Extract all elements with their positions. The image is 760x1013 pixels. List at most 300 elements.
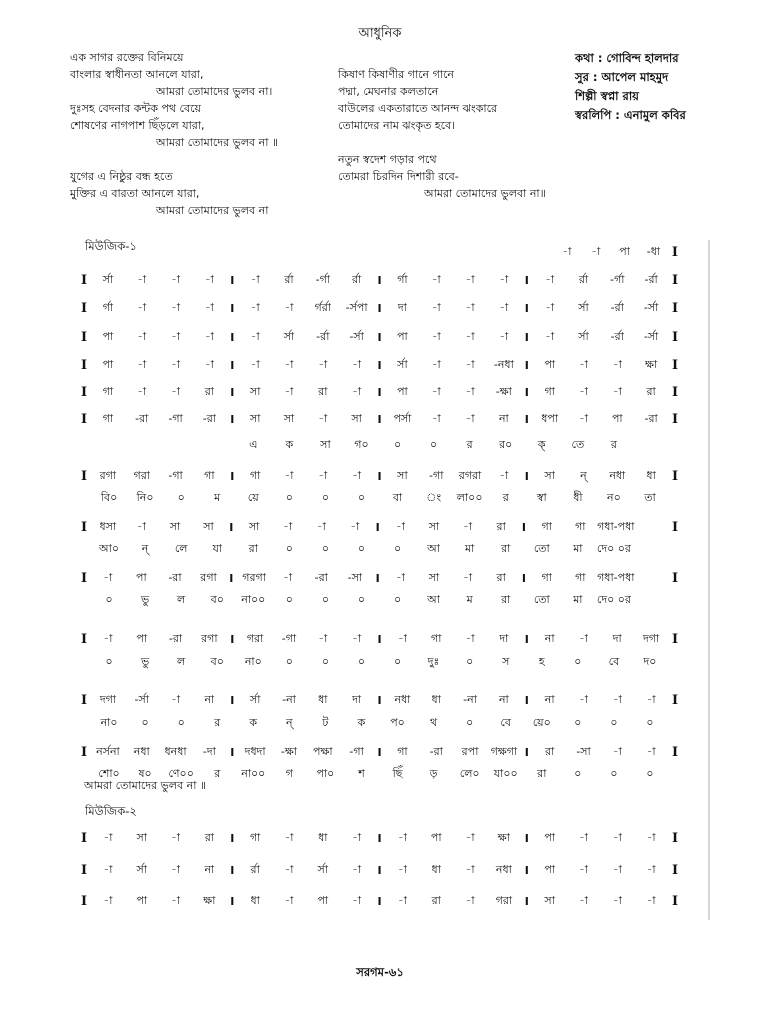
lyric-syllable: সা [320, 438, 331, 451]
lyric-syllable: ট [322, 716, 329, 729]
note-cell: সা [544, 468, 555, 482]
note-cell: -া [318, 468, 328, 482]
note-cell: -া [431, 384, 441, 398]
beat-divider: I [375, 520, 380, 534]
lyric-syllable: ব০ [210, 655, 224, 668]
right-bar-marker: I [671, 300, 679, 316]
note-cell: -া [316, 519, 326, 533]
note-cell: -া [204, 357, 214, 371]
note-cell: -র্রা [644, 272, 658, 286]
note-cell: -গা [349, 744, 364, 758]
lyric-syllable: ক [357, 716, 366, 729]
note-cell: -া [499, 468, 509, 482]
note-cell: নর্সনা [96, 744, 120, 758]
lyric-syllable: ক্ [537, 438, 546, 451]
lyrics-column-1 [70, 49, 278, 219]
lyric-syllable-row [77, 542, 682, 557]
note-cell: ধনধা [164, 744, 187, 758]
note-cell: -া [431, 300, 441, 314]
lyric-line: তোমরা চিরদিন দিশারী রবে- [338, 170, 459, 183]
note-cell: র্গর্রা [314, 300, 331, 314]
lyric-syllable: ন্ [141, 542, 149, 555]
lyric-syllable: ল [177, 593, 186, 606]
note-cell: গা [431, 631, 442, 645]
notation-row [77, 329, 682, 345]
note-cell: -নধা [493, 357, 514, 371]
lyric-syllable: ন০ [607, 491, 621, 504]
lyric-syllable: ০ [357, 491, 366, 504]
note-cell: ধা [646, 468, 656, 482]
lyric-syllable: শো০ [98, 767, 120, 780]
note-cell: পা [619, 244, 630, 258]
note-cell: পা [430, 830, 442, 844]
beat-divider: I [375, 571, 380, 585]
note-cell: না [498, 411, 509, 425]
note-cell: গা [575, 570, 586, 584]
note-cell: না [544, 631, 555, 645]
lyric-syllable: ব০ [210, 593, 224, 606]
note-cell: -র্গা [610, 272, 625, 286]
note-cell: ধা [431, 692, 441, 706]
lyric-syllable: না০০ [241, 593, 266, 606]
lyric-syllable: মা [573, 542, 583, 555]
lyric-syllable: নি০ [136, 491, 154, 504]
lyric-syllable: ছিঁ [392, 767, 403, 780]
note-cell: রগরা [458, 468, 482, 482]
note-cell: গরা [133, 468, 150, 482]
beat-divider: I [230, 358, 235, 372]
note-cell: -সা [576, 744, 591, 758]
note-cell: -া [545, 272, 555, 286]
lyric-syllable: স [502, 655, 510, 668]
note-cell: -া [545, 329, 555, 343]
lyric-syllable: ০ [393, 593, 402, 606]
lyric-syllable: য়ে [247, 491, 259, 504]
note-cell: -া [204, 300, 214, 314]
left-bar-marker: I [80, 631, 88, 647]
right-bar-marker: I [671, 468, 679, 484]
note-cell: -র্রা [610, 329, 624, 343]
note-cell: রপা [461, 744, 479, 758]
note-cell: -া [397, 830, 407, 844]
lyric-syllable: ন্ [286, 716, 293, 729]
note-cell: -া [103, 862, 113, 876]
beat-divider: I [377, 745, 382, 759]
note-cell: গা [541, 519, 552, 533]
lyric-syllable: রা [537, 767, 547, 780]
note-cell: -া [250, 329, 260, 343]
note-cell: -া [171, 329, 181, 343]
notation-row [77, 692, 682, 708]
lyric-line: আমরা তোমাদের ভুলব না। [156, 85, 273, 98]
note-cell: -া [499, 300, 509, 314]
note-cell: -া [171, 862, 181, 876]
note-cell: পর্সা [393, 411, 412, 425]
note-cell: -া [397, 893, 407, 907]
note-cell: -া [499, 272, 509, 286]
note-cell: রগা [99, 468, 117, 482]
note-cell: -া [350, 519, 360, 533]
note-cell: -া [137, 300, 147, 314]
note-cell: -া [318, 631, 328, 645]
lyric-line: পদ্মা, মেঘনার কলতানে [338, 85, 439, 98]
beat-divider: I [524, 358, 529, 372]
note-cell: -া [250, 300, 260, 314]
note-cell: -না [463, 692, 477, 706]
note-cell: -া [591, 244, 601, 258]
beat-divider: I [377, 385, 382, 399]
left-bar-marker: I [80, 300, 88, 316]
note-cell: -া [318, 357, 328, 371]
beat-divider: I [524, 301, 529, 315]
note-cell: -া [397, 862, 407, 876]
note-cell: -া [465, 357, 475, 371]
note-cell: র্গা [397, 272, 408, 286]
note-cell: -া [612, 744, 622, 758]
lyric-syllable: যা [212, 542, 222, 555]
note-cell: দা [499, 631, 509, 645]
note-cell: -া [612, 384, 622, 398]
lyric-syllable: ড় [429, 767, 438, 780]
note-cell: পা [136, 893, 148, 907]
page-title: আধুনিক [358, 26, 402, 41]
note-cell: পা [136, 570, 147, 584]
note-cell: -া [499, 329, 509, 343]
note-cell: র্রা [250, 862, 260, 876]
note-cell: রা [204, 384, 214, 398]
note-cell: র্রা [351, 272, 362, 286]
section-label-music-2: মিউজিক-২ [85, 804, 137, 818]
note-cell: -র্রা [610, 300, 624, 314]
lyric-syllable: তো [533, 542, 550, 555]
lyric-syllable: স্বা [536, 491, 547, 504]
lyric-syllable: র [610, 438, 617, 451]
beat-divider: I [230, 894, 235, 908]
note-cell: -া [352, 357, 362, 371]
note-cell: -া [284, 468, 294, 482]
note-cell: -া [284, 357, 294, 371]
lyric-syllable: ০ [574, 716, 582, 729]
lyric-line: যুগের এ নিষ্ঠুর বন্ধ হতে [70, 170, 173, 183]
beat-divider: I [230, 693, 235, 707]
note-cell: সা [203, 519, 214, 533]
beat-divider: I [230, 745, 235, 759]
right-bar-marker: I [671, 357, 679, 373]
lyric-syllable-row [77, 716, 682, 731]
note-cell: ধা [318, 692, 328, 706]
beat-divider: I [230, 385, 235, 399]
note-cell: -দা [202, 744, 216, 758]
lyric-syllable: ০ [357, 593, 366, 606]
lyric-syllable: আ [427, 593, 441, 606]
notation-row [77, 384, 682, 400]
note-cell: সা [169, 519, 181, 533]
note-cell: সা [249, 411, 261, 425]
note-cell: দা [352, 692, 362, 706]
lyric-syllable: রা [248, 542, 258, 555]
beat-divider: I [377, 894, 382, 908]
notation-row [77, 357, 682, 373]
lyric-syllable: বি০ [100, 491, 118, 504]
note-cell: গা [249, 830, 261, 844]
notation-row [77, 744, 682, 760]
note-cell: সা [249, 384, 261, 398]
note-cell: -ধা [646, 244, 661, 258]
notation-row [77, 300, 682, 316]
lyric-syllable: আ০ [99, 542, 120, 555]
note-cell: -া [352, 893, 362, 907]
note-cell: -সা [347, 570, 363, 584]
note-cell: গা [541, 570, 552, 584]
note-cell: পা [397, 329, 408, 343]
note-cell: -া [465, 384, 475, 398]
beat-divider: I [521, 571, 526, 585]
right-bar-marker: I [671, 631, 679, 647]
notation-row [77, 272, 682, 288]
beat-divider: I [230, 412, 235, 426]
lyric-syllable: হ [538, 655, 545, 668]
lyric-syllable: রা [501, 593, 511, 606]
lyric-syllable: ০ [285, 491, 293, 504]
note-cell: গা [249, 468, 261, 482]
lyric-line: তোমাদের নাম ঝংকৃত হবে। [338, 119, 456, 132]
lyric-line: এক সাগর রক্তের বিনিময়ে [70, 51, 184, 64]
left-bar-marker: I [80, 862, 88, 878]
note-cell: -া [137, 384, 147, 398]
note-cell: পা [102, 329, 114, 343]
lyric-syllable: গ০ [354, 438, 369, 451]
note-cell: র্সা [397, 357, 408, 371]
note-cell: -র্গা [315, 272, 330, 286]
note-cell: গা [102, 411, 114, 425]
lyric-syllable: ল [177, 655, 186, 668]
note-cell: -গা [168, 411, 183, 425]
beat-divider: I [524, 385, 529, 399]
lyric-syllable: লে [174, 542, 188, 555]
note-cell: র্সা [317, 862, 329, 876]
note-cell: -র্সপা [345, 300, 368, 314]
beat-divider: I [377, 273, 382, 287]
note-cell: -া [395, 519, 405, 533]
lyric-syllable: ০ [321, 491, 329, 504]
note-cell: -া [562, 244, 572, 258]
lyric-syllable: ০ [610, 767, 618, 780]
note-cell: -া [136, 519, 146, 533]
lyric-syllable: যা০০ [493, 767, 518, 780]
note-cell: রগা [200, 570, 217, 584]
page-edge-shadow [708, 240, 710, 920]
note-cell: দা [397, 300, 407, 314]
note-cell: র্সা [578, 329, 589, 343]
note-cell: -া [171, 384, 181, 398]
lyric-syllable: য়ে০ [532, 716, 551, 729]
beat-divider: I [229, 520, 234, 534]
note-cell: -া [646, 692, 656, 706]
lyric-syllable: ০ [393, 542, 402, 555]
note-cell: পা [317, 893, 329, 907]
note-cell: -া [137, 272, 147, 286]
note-cell: না [544, 692, 555, 706]
lyric-syllable: রা [501, 542, 511, 555]
note-cell: -া [545, 300, 555, 314]
lyric-syllable: র [214, 767, 221, 780]
lyric-syllable: ভু [140, 593, 150, 606]
note-cell: -া [463, 519, 473, 533]
note-cell: রগা [201, 631, 218, 645]
note-cell: -া [137, 329, 147, 343]
note-cell: -া [465, 329, 475, 343]
note-cell: রা [431, 893, 441, 907]
lyric-line: মুক্তির এ বারতা আনলে যারা, [70, 187, 200, 200]
note-cell: -া [171, 830, 181, 844]
beat-divider: I [230, 469, 235, 483]
left-bar-marker: I [80, 384, 88, 400]
lyric-syllable: ০ [646, 767, 654, 780]
lyric-syllable: ০ [321, 655, 329, 668]
note-cell: -া [352, 830, 362, 844]
note-cell: রা [545, 744, 555, 758]
right-bar-marker: I [671, 411, 679, 427]
note-cell: ক্ষা [203, 893, 216, 907]
beat-divider: I [230, 831, 235, 845]
lyric-syllable: ণে০০ [168, 767, 194, 780]
note-cell: পা [136, 631, 148, 645]
lyric-syllable: গ [285, 767, 293, 780]
beat-divider: I [229, 571, 234, 585]
note-cell: -া [284, 300, 294, 314]
lyric-line: আমরা তোমাদের ভুলবা না॥ [424, 187, 546, 200]
beat-divider: I [377, 693, 382, 707]
note-cell: -রা [168, 570, 182, 584]
credit-lyricist: কথা : গোবিন্দ হালদার [575, 51, 679, 65]
lyric-syllable: ০ [466, 716, 474, 729]
note-cell: -া [352, 384, 362, 398]
note-cell: -া [171, 692, 181, 706]
right-bar-marker: I [671, 244, 678, 260]
note-cell: -র্রা [316, 329, 330, 343]
right-bar-marker: I [671, 692, 679, 708]
notation-row [77, 893, 682, 909]
lyric-line: নতুন স্বদেশ গড়ার পথে [338, 153, 437, 166]
note-cell: ধা [250, 893, 260, 907]
note-cell: -া [578, 692, 588, 706]
lyric-syllable: ০ [393, 438, 402, 451]
note-cell: -া [250, 357, 260, 371]
beat-divider: I [230, 863, 235, 877]
note-cell: -া [431, 272, 441, 286]
right-bar-marker: I [671, 830, 679, 846]
lyric-syllable: বা [392, 491, 403, 504]
note-cell: -া [171, 272, 181, 286]
lyric-line: কিষাণ কিষাণীর গানে গানে [338, 68, 454, 81]
lyric-syllable: তো [533, 593, 550, 606]
lyric-syllable: ০ [610, 716, 618, 729]
note-cell: গা [544, 384, 555, 398]
lyric-syllable: তা [644, 491, 656, 504]
note-cell: -া [612, 692, 622, 706]
note-cell: -া [465, 830, 475, 844]
beat-divider: I [377, 412, 382, 426]
note-cell: র্সা [283, 329, 295, 343]
note-cell: -া [612, 357, 622, 371]
note-cell: -া [465, 631, 475, 645]
note-cell: -া [465, 411, 475, 425]
lyric-syllable: ০ [321, 593, 329, 606]
note-cell: সা [283, 411, 295, 425]
lyric-syllable: ষ০ [138, 767, 152, 780]
credit-notation: স্বরলিপি : এনামুল কবির [575, 108, 686, 122]
lyric-syllable: থ [430, 716, 438, 729]
note-cell: নধা [495, 862, 512, 876]
note-cell: -া [465, 300, 475, 314]
note-cell: -গা [168, 468, 183, 482]
lyric-syllable: না০০ [241, 767, 266, 780]
left-bar-marker: I [80, 744, 88, 760]
right-bar-marker: I [671, 893, 679, 909]
lyric-syllable: ০ [574, 655, 582, 668]
note-cell: সা [428, 570, 440, 584]
lyric-syllable: ম [466, 593, 473, 606]
note-cell: -া [204, 272, 214, 286]
note-cell: না [498, 692, 509, 706]
note-cell: রা [646, 384, 656, 398]
note-cell: ক্ষা [497, 830, 510, 844]
notation-row [77, 411, 682, 427]
refrain-line: আমরা তোমাদের ভুলব না ॥ [84, 779, 207, 792]
note-cell: -া [431, 411, 441, 425]
note-cell: -রা [202, 411, 216, 425]
note-cell: পা [544, 830, 555, 844]
lyric-syllable: ০ [357, 655, 366, 668]
note-cell: -া [463, 570, 473, 584]
note-cell: পা [397, 384, 408, 398]
beat-divider: I [377, 301, 382, 315]
beat-divider: I [377, 863, 382, 877]
note-cell: -া [103, 631, 113, 645]
note-cell: পা [544, 862, 555, 876]
note-cell: -া [397, 631, 407, 645]
beat-divider: I [230, 273, 235, 287]
note-cell: পক্ষা [312, 744, 333, 758]
lyric-syllable: ০ [177, 491, 185, 504]
note-cell: -রা [135, 411, 149, 425]
lyric-syllable: ং [426, 491, 442, 504]
note-cell: গা [397, 744, 408, 758]
note-cell: -া [284, 862, 294, 876]
lyric-syllable: র [466, 438, 473, 451]
note-cell: -া [578, 357, 588, 371]
notation-row [77, 519, 682, 535]
credits [575, 49, 686, 125]
notation-row [77, 570, 682, 586]
right-bar-marker: I [671, 272, 679, 288]
lyrics-column-2 [338, 66, 546, 202]
note-cell: -ক্ষা [495, 384, 512, 398]
left-bar-marker: I [80, 692, 88, 708]
note-cell: -া [352, 631, 362, 645]
lyric-line: দুঃসহ বেদনার কন্টক পথ বেয়ে [70, 102, 201, 115]
note-cell: গা [575, 519, 586, 533]
note-cell: -া [465, 272, 475, 286]
note-cell: -া [103, 570, 113, 584]
right-bar-marker: I [671, 519, 679, 535]
lyric-syllable: ০ [285, 655, 293, 668]
lyric-syllable: ০ [285, 542, 293, 555]
note-cell: র্গা [102, 300, 114, 314]
left-bar-marker: I [80, 357, 88, 373]
lyric-line: বাংলার স্বাধীনতা আনলে যারা, [70, 68, 204, 81]
note-cell: ধা [431, 862, 441, 876]
